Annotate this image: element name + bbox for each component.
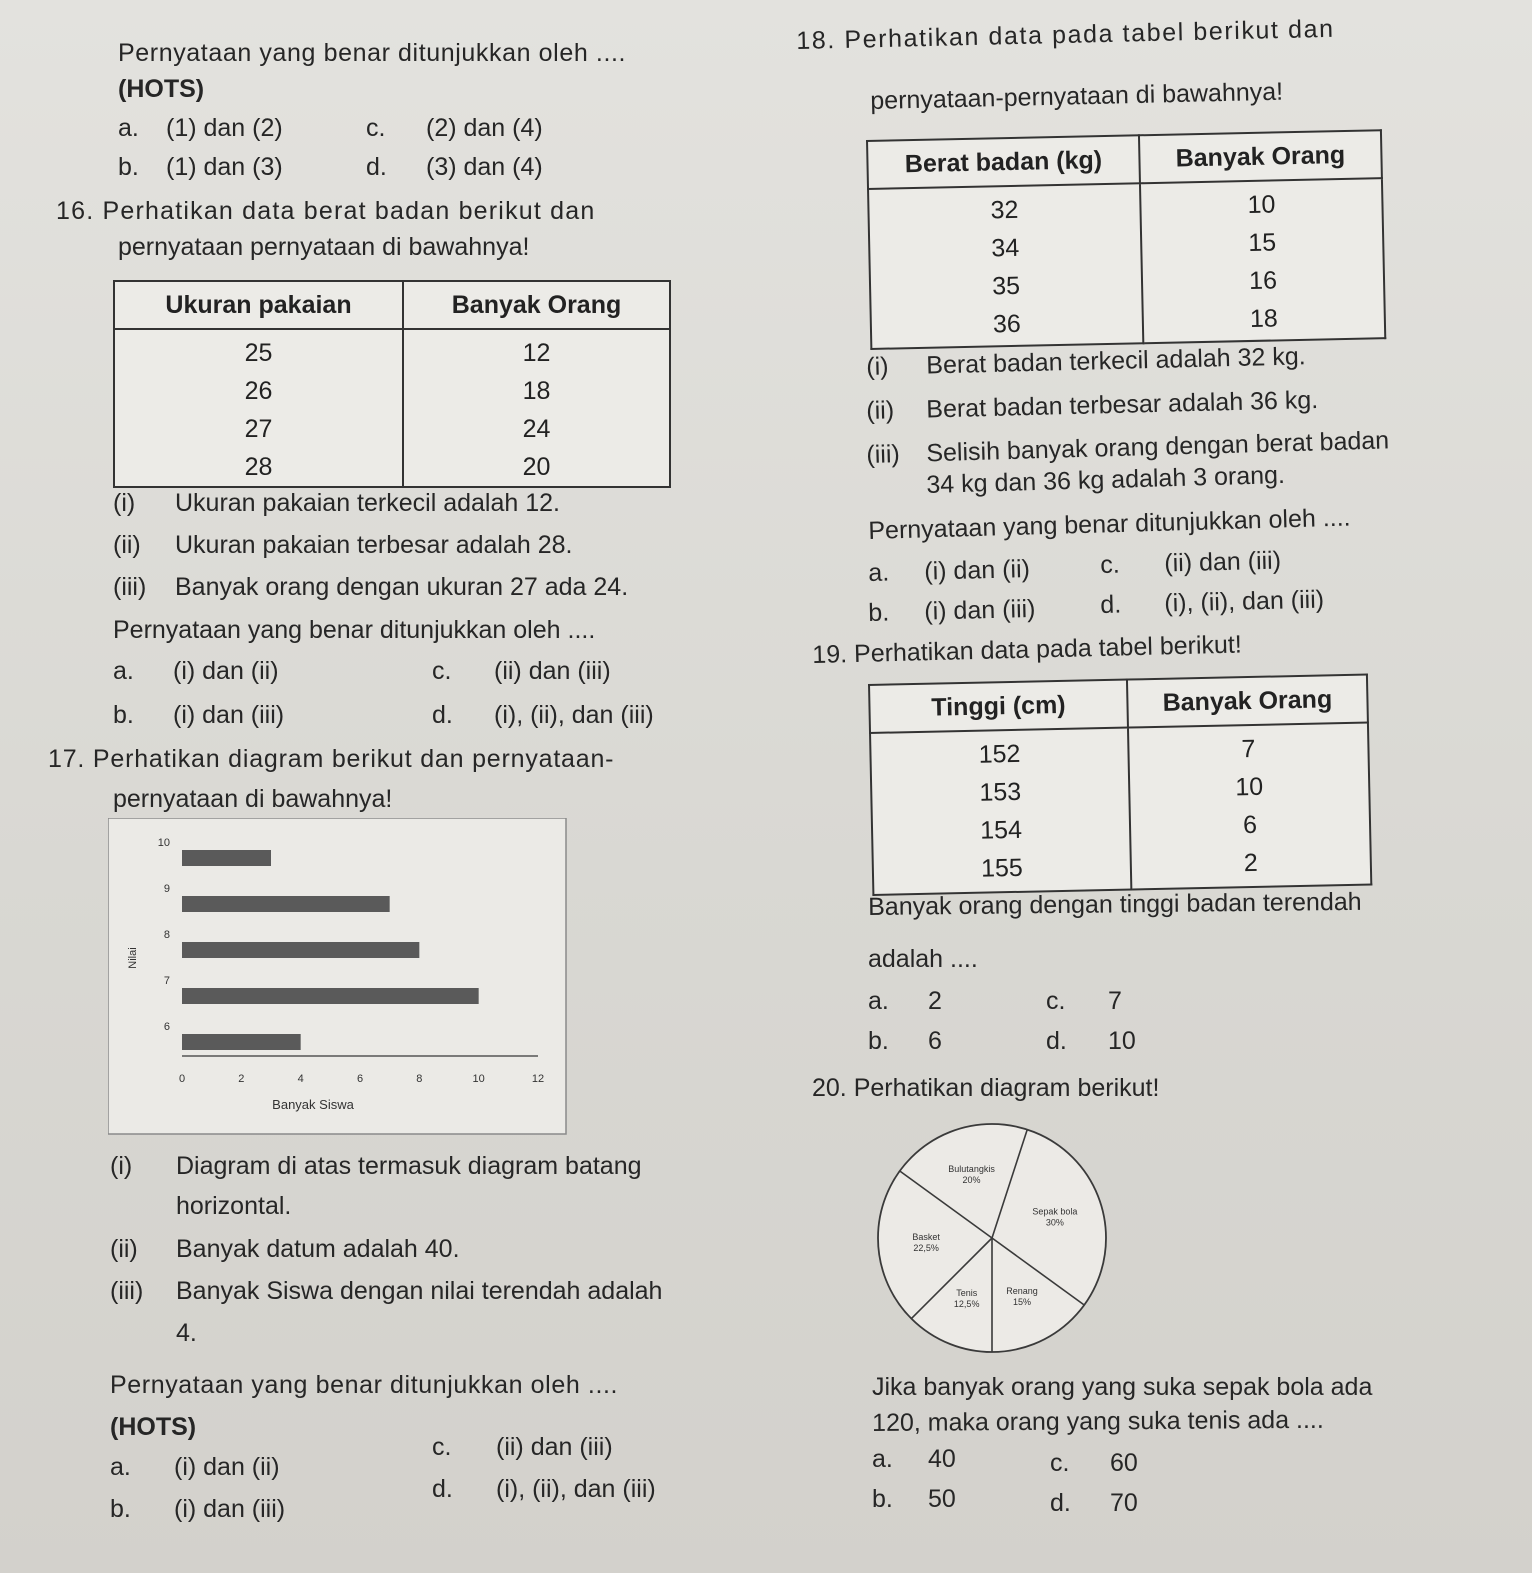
option-text: 50 xyxy=(928,1485,956,1513)
option-key: d. xyxy=(1046,1027,1067,1055)
option-key: a. xyxy=(868,558,890,587)
question-number: 20. xyxy=(812,1074,847,1102)
q20-question-line1: Jika banyak orang yang suka sepak bola ada xyxy=(872,1373,1373,1401)
q15-option-b[interactable] xyxy=(118,152,283,182)
table-header: Tinggi (cm) xyxy=(869,680,1128,733)
q20-heading xyxy=(812,1073,1159,1103)
option-key: b. xyxy=(118,153,139,181)
bar xyxy=(182,896,390,912)
q17-statement-3-cont: 4. xyxy=(176,1319,197,1347)
option-text: 7 xyxy=(1108,987,1122,1015)
table-header: Berat badan (kg) xyxy=(867,135,1140,189)
q15-option-a[interactable] xyxy=(118,113,283,143)
x-tick-label: 0 xyxy=(178,1073,186,1085)
table-cell: 7 xyxy=(1241,734,1256,764)
table-header: Banyak Orang xyxy=(403,281,670,329)
q18-statement-3-cont: 34 kg dan 36 kg adalah 3 orang. xyxy=(926,460,1286,499)
statement-text: Diagram di atas termasuk diagram batang xyxy=(176,1152,642,1180)
q16-statement-2 xyxy=(113,530,573,560)
pie-slice-percent: 15% xyxy=(1013,1296,1032,1307)
q18-option-c[interactable] xyxy=(1100,546,1281,580)
option-key: c. xyxy=(1100,550,1121,579)
q19-option-a[interactable] xyxy=(868,986,942,1016)
table-cell: 26 xyxy=(244,377,273,405)
q19-option-d[interactable] xyxy=(1046,1026,1136,1056)
q20-pie-chart xyxy=(872,1118,1112,1358)
option-text: (ii) dan (iii) xyxy=(494,657,611,685)
statement-text: Ukuran pakaian terbesar adalah 28. xyxy=(175,531,573,559)
y-tick-label: 9 xyxy=(163,883,170,895)
statement-key: (iii) xyxy=(866,440,901,469)
q16-line2: pernyataan pernyataan di bawahnya! xyxy=(118,233,530,261)
q20-option-b[interactable] xyxy=(872,1484,956,1514)
option-text: (i), (ii), dan (iii) xyxy=(1164,585,1325,618)
table-cell: 6 xyxy=(1242,810,1258,840)
q19-question-line2: adalah .... xyxy=(868,945,978,973)
q16-option-d[interactable] xyxy=(432,700,654,730)
q15-option-d[interactable] xyxy=(366,152,543,182)
table-column-values xyxy=(870,728,1131,895)
q15-stem: Pernyataan yang benar ditunjukkan oleh .... xyxy=(118,39,627,67)
x-tick-label: 4 xyxy=(297,1073,304,1085)
option-text: (i) dan (ii) xyxy=(924,555,1031,586)
question-text: Perhatikan diagram berikut dan pernyataan- xyxy=(92,745,615,773)
y-tick-label: 10 xyxy=(157,837,170,849)
question-text: Perhatikan data pada tabel berikut! xyxy=(853,630,1243,668)
option-key: b. xyxy=(868,1027,889,1055)
x-tick-label: 8 xyxy=(416,1073,423,1085)
q15-hots: (HOTS) xyxy=(118,75,205,103)
statement-text: Banyak orang dengan ukuran 27 ada 24. xyxy=(175,573,629,601)
statement-key: (iii) xyxy=(113,573,147,601)
question-text: Perhatikan data pada tabel berikut dan xyxy=(844,14,1335,54)
table-header: Banyak Orang xyxy=(1139,130,1382,183)
table-cell: 32 xyxy=(990,195,1019,225)
q19-table xyxy=(868,674,1372,896)
q17-statement-1-cont: horizontal. xyxy=(176,1192,292,1220)
statement-text: Berat badan terbesar adalah 36 kg. xyxy=(926,385,1319,424)
q17-statement-1 xyxy=(110,1151,642,1181)
q19-heading xyxy=(812,630,1242,670)
q18-option-b[interactable] xyxy=(868,594,1036,628)
q19-option-c[interactable] xyxy=(1046,986,1122,1016)
q18-question: Pernyataan yang benar ditunjukkan oleh .... xyxy=(868,503,1351,545)
option-key: c. xyxy=(366,114,386,142)
q18-line2: pernyataan-pernyataan di bawahnya! xyxy=(870,77,1284,115)
q18-option-d[interactable] xyxy=(1100,585,1324,620)
q17-statement-2 xyxy=(110,1234,460,1264)
option-key: a. xyxy=(113,657,134,685)
option-text: (1) dan (2) xyxy=(166,114,283,142)
option-key: a. xyxy=(118,114,139,142)
option-text: (i) dan (ii) xyxy=(173,657,279,685)
statement-text: Banyak Siswa dengan nilai terendah adalah xyxy=(176,1277,663,1305)
option-text: 60 xyxy=(1110,1449,1138,1477)
option-key: c. xyxy=(432,1433,452,1461)
x-tick-label: 10 xyxy=(472,1073,485,1085)
x-tick-label: 6 xyxy=(356,1073,364,1085)
statement-key: (ii) xyxy=(110,1235,138,1263)
chart-frame xyxy=(108,818,566,1134)
statement-text: Ukuran pakaian terkecil adalah 12. xyxy=(175,489,560,517)
option-text: 6 xyxy=(928,1027,942,1055)
table-cell: 2 xyxy=(1243,848,1259,878)
question-number: 18. xyxy=(796,26,837,55)
statement-key: (ii) xyxy=(866,396,895,425)
q16-option-b[interactable] xyxy=(113,700,284,730)
q16-option-a[interactable] xyxy=(113,656,279,686)
q17-line2: pernyataan di bawahnya! xyxy=(113,785,393,813)
option-text: 40 xyxy=(928,1445,956,1473)
table-cell: 154 xyxy=(979,815,1023,845)
q19-option-b[interactable] xyxy=(868,1026,942,1056)
table-column-values xyxy=(403,329,670,487)
table-cell: 153 xyxy=(979,777,1022,807)
option-key: b. xyxy=(868,598,890,627)
table-header: Banyak Orang xyxy=(1127,675,1368,728)
bar xyxy=(182,1034,301,1050)
y-tick-label: 8 xyxy=(163,929,170,941)
pie-slice-percent: 22,5% xyxy=(913,1243,939,1254)
option-key: d. xyxy=(432,701,453,729)
table-cell: 20 xyxy=(522,453,551,481)
y-axis-label: Nilai xyxy=(127,947,139,969)
y-tick-label: 6 xyxy=(163,1021,170,1033)
q20-question-line2: 120, maka orang yang suka tenis ada .... xyxy=(872,1405,1324,1437)
q18-statement-3 xyxy=(866,425,1389,470)
q17-option-b[interactable] xyxy=(110,1494,285,1524)
q16-heading xyxy=(56,196,595,226)
q17-option-c[interactable] xyxy=(432,1432,613,1462)
table-column-values xyxy=(1128,723,1371,890)
statement-key: (i) xyxy=(110,1152,133,1180)
option-key: d. xyxy=(1100,590,1122,619)
bar xyxy=(182,988,479,1004)
option-text: (i) dan (iii) xyxy=(924,594,1036,626)
x-tick-label: 12 xyxy=(531,1073,545,1085)
q16-question: Pernyataan yang benar ditunjukkan oleh .... xyxy=(113,616,596,644)
q16-table xyxy=(113,280,671,488)
table-cell: 36 xyxy=(992,309,1022,339)
q17-option-d[interactable] xyxy=(432,1474,656,1504)
x-tick-label: 2 xyxy=(238,1073,245,1085)
statement-key: (iii) xyxy=(110,1277,144,1305)
option-text: (3) dan (4) xyxy=(426,153,543,181)
q17-heading xyxy=(48,744,614,774)
q16-statement-1 xyxy=(113,488,560,518)
pie-slice-percent: 12,5% xyxy=(953,1299,980,1310)
table-cell: 24 xyxy=(522,415,551,443)
q20-option-c[interactable] xyxy=(1050,1448,1138,1478)
option-key: c. xyxy=(1050,1449,1070,1477)
pie-slice-label: Bulutangkis xyxy=(948,1164,995,1175)
pie-slice-label: Tenis xyxy=(956,1288,978,1299)
table-cell: 15 xyxy=(1248,228,1277,258)
question-number: 16. xyxy=(56,197,95,225)
option-key: a. xyxy=(110,1453,131,1481)
table-cell: 16 xyxy=(1248,266,1278,296)
q18-statement-2 xyxy=(866,385,1319,426)
statement-text: Berat badan terkecil adalah 32 kg. xyxy=(926,342,1306,380)
table-header: Ukuran pakaian xyxy=(114,281,403,329)
option-text: 10 xyxy=(1108,1027,1136,1055)
option-key: c. xyxy=(1046,987,1066,1015)
option-key: b. xyxy=(872,1485,893,1513)
bar xyxy=(182,850,271,866)
option-key: d. xyxy=(432,1475,453,1503)
option-text: (ii) dan (iii) xyxy=(1164,546,1282,578)
option-key: a. xyxy=(868,987,889,1015)
bar xyxy=(182,942,419,958)
q17-option-a[interactable] xyxy=(110,1452,280,1482)
option-text: (2) dan (4) xyxy=(426,114,543,142)
q17-hots: (HOTS) xyxy=(110,1413,197,1441)
table-cell: 10 xyxy=(1247,190,1276,220)
option-text: 70 xyxy=(1110,1489,1138,1517)
option-text: (i) dan (iii) xyxy=(173,701,285,729)
table-cell: 12 xyxy=(522,339,551,367)
table-cell: 18 xyxy=(522,377,551,405)
option-text: 2 xyxy=(928,987,942,1015)
pie-slice-label: Sepak bola xyxy=(1032,1206,1078,1217)
option-text: (i), (ii), dan (iii) xyxy=(494,701,654,729)
q20-option-a[interactable] xyxy=(872,1444,956,1474)
q17-statement-3 xyxy=(110,1276,662,1306)
table-column-values xyxy=(114,329,403,487)
y-tick-label: 7 xyxy=(163,975,170,987)
question-text: Perhatikan diagram berikut! xyxy=(853,1074,1160,1102)
option-key: b. xyxy=(113,701,134,729)
q17-bar-chart xyxy=(108,818,568,1136)
table-cell: 27 xyxy=(244,415,273,443)
option-key: d. xyxy=(366,153,387,181)
option-key: a. xyxy=(872,1445,893,1473)
pie-slice-percent: 30% xyxy=(1045,1217,1064,1228)
option-key: c. xyxy=(432,657,452,685)
table-cell: 35 xyxy=(991,271,1021,301)
statement-key: (ii) xyxy=(113,531,141,559)
option-text: (i), (ii), dan (iii) xyxy=(496,1475,656,1503)
statement-text: Selisih banyak orang dengan berat badan xyxy=(926,426,1390,468)
table-cell: 28 xyxy=(244,453,273,481)
option-key: b. xyxy=(110,1495,131,1523)
question-number: 17. xyxy=(48,745,86,773)
table-cell: 10 xyxy=(1235,772,1264,802)
question-text: Perhatikan data berat badan berikut dan xyxy=(102,197,596,225)
table-cell: 18 xyxy=(1249,304,1279,333)
table-cell: 25 xyxy=(244,339,273,367)
x-axis-label: Banyak Siswa xyxy=(272,1097,354,1112)
option-key: d. xyxy=(1050,1489,1071,1517)
pie-slice-label: Basket xyxy=(912,1232,940,1243)
q17-question: Pernyataan yang benar ditunjukkan oleh .... xyxy=(110,1371,619,1399)
option-text: (i) dan (ii) xyxy=(174,1453,280,1481)
table-cell: 152 xyxy=(978,739,1021,769)
q20-option-d[interactable] xyxy=(1050,1488,1138,1518)
option-text: (ii) dan (iii) xyxy=(496,1433,613,1461)
option-text: (1) dan (3) xyxy=(166,153,283,181)
table-column-values xyxy=(1140,178,1385,343)
table-cell: 34 xyxy=(991,233,1020,263)
table-cell: 155 xyxy=(980,853,1024,883)
q18-table xyxy=(866,129,1386,350)
q18-option-a[interactable] xyxy=(868,554,1030,588)
statement-text: Banyak datum adalah 40. xyxy=(176,1235,460,1263)
pie-slice-label: Renang xyxy=(1006,1285,1038,1296)
q16-statement-3 xyxy=(113,572,628,602)
statement-key: (i) xyxy=(866,352,889,381)
q18-heading xyxy=(796,14,1335,56)
pie-slice-percent: 20% xyxy=(962,1175,981,1186)
q19-question-line1: Banyak orang dengan tinggi badan terendah xyxy=(868,887,1362,921)
question-number: 19. xyxy=(812,640,848,669)
option-text: (i) dan (iii) xyxy=(174,1495,286,1523)
statement-key: (i) xyxy=(113,489,136,517)
table-column-values xyxy=(868,183,1143,349)
q15-option-c[interactable] xyxy=(366,113,543,143)
q16-option-c[interactable] xyxy=(432,656,611,686)
